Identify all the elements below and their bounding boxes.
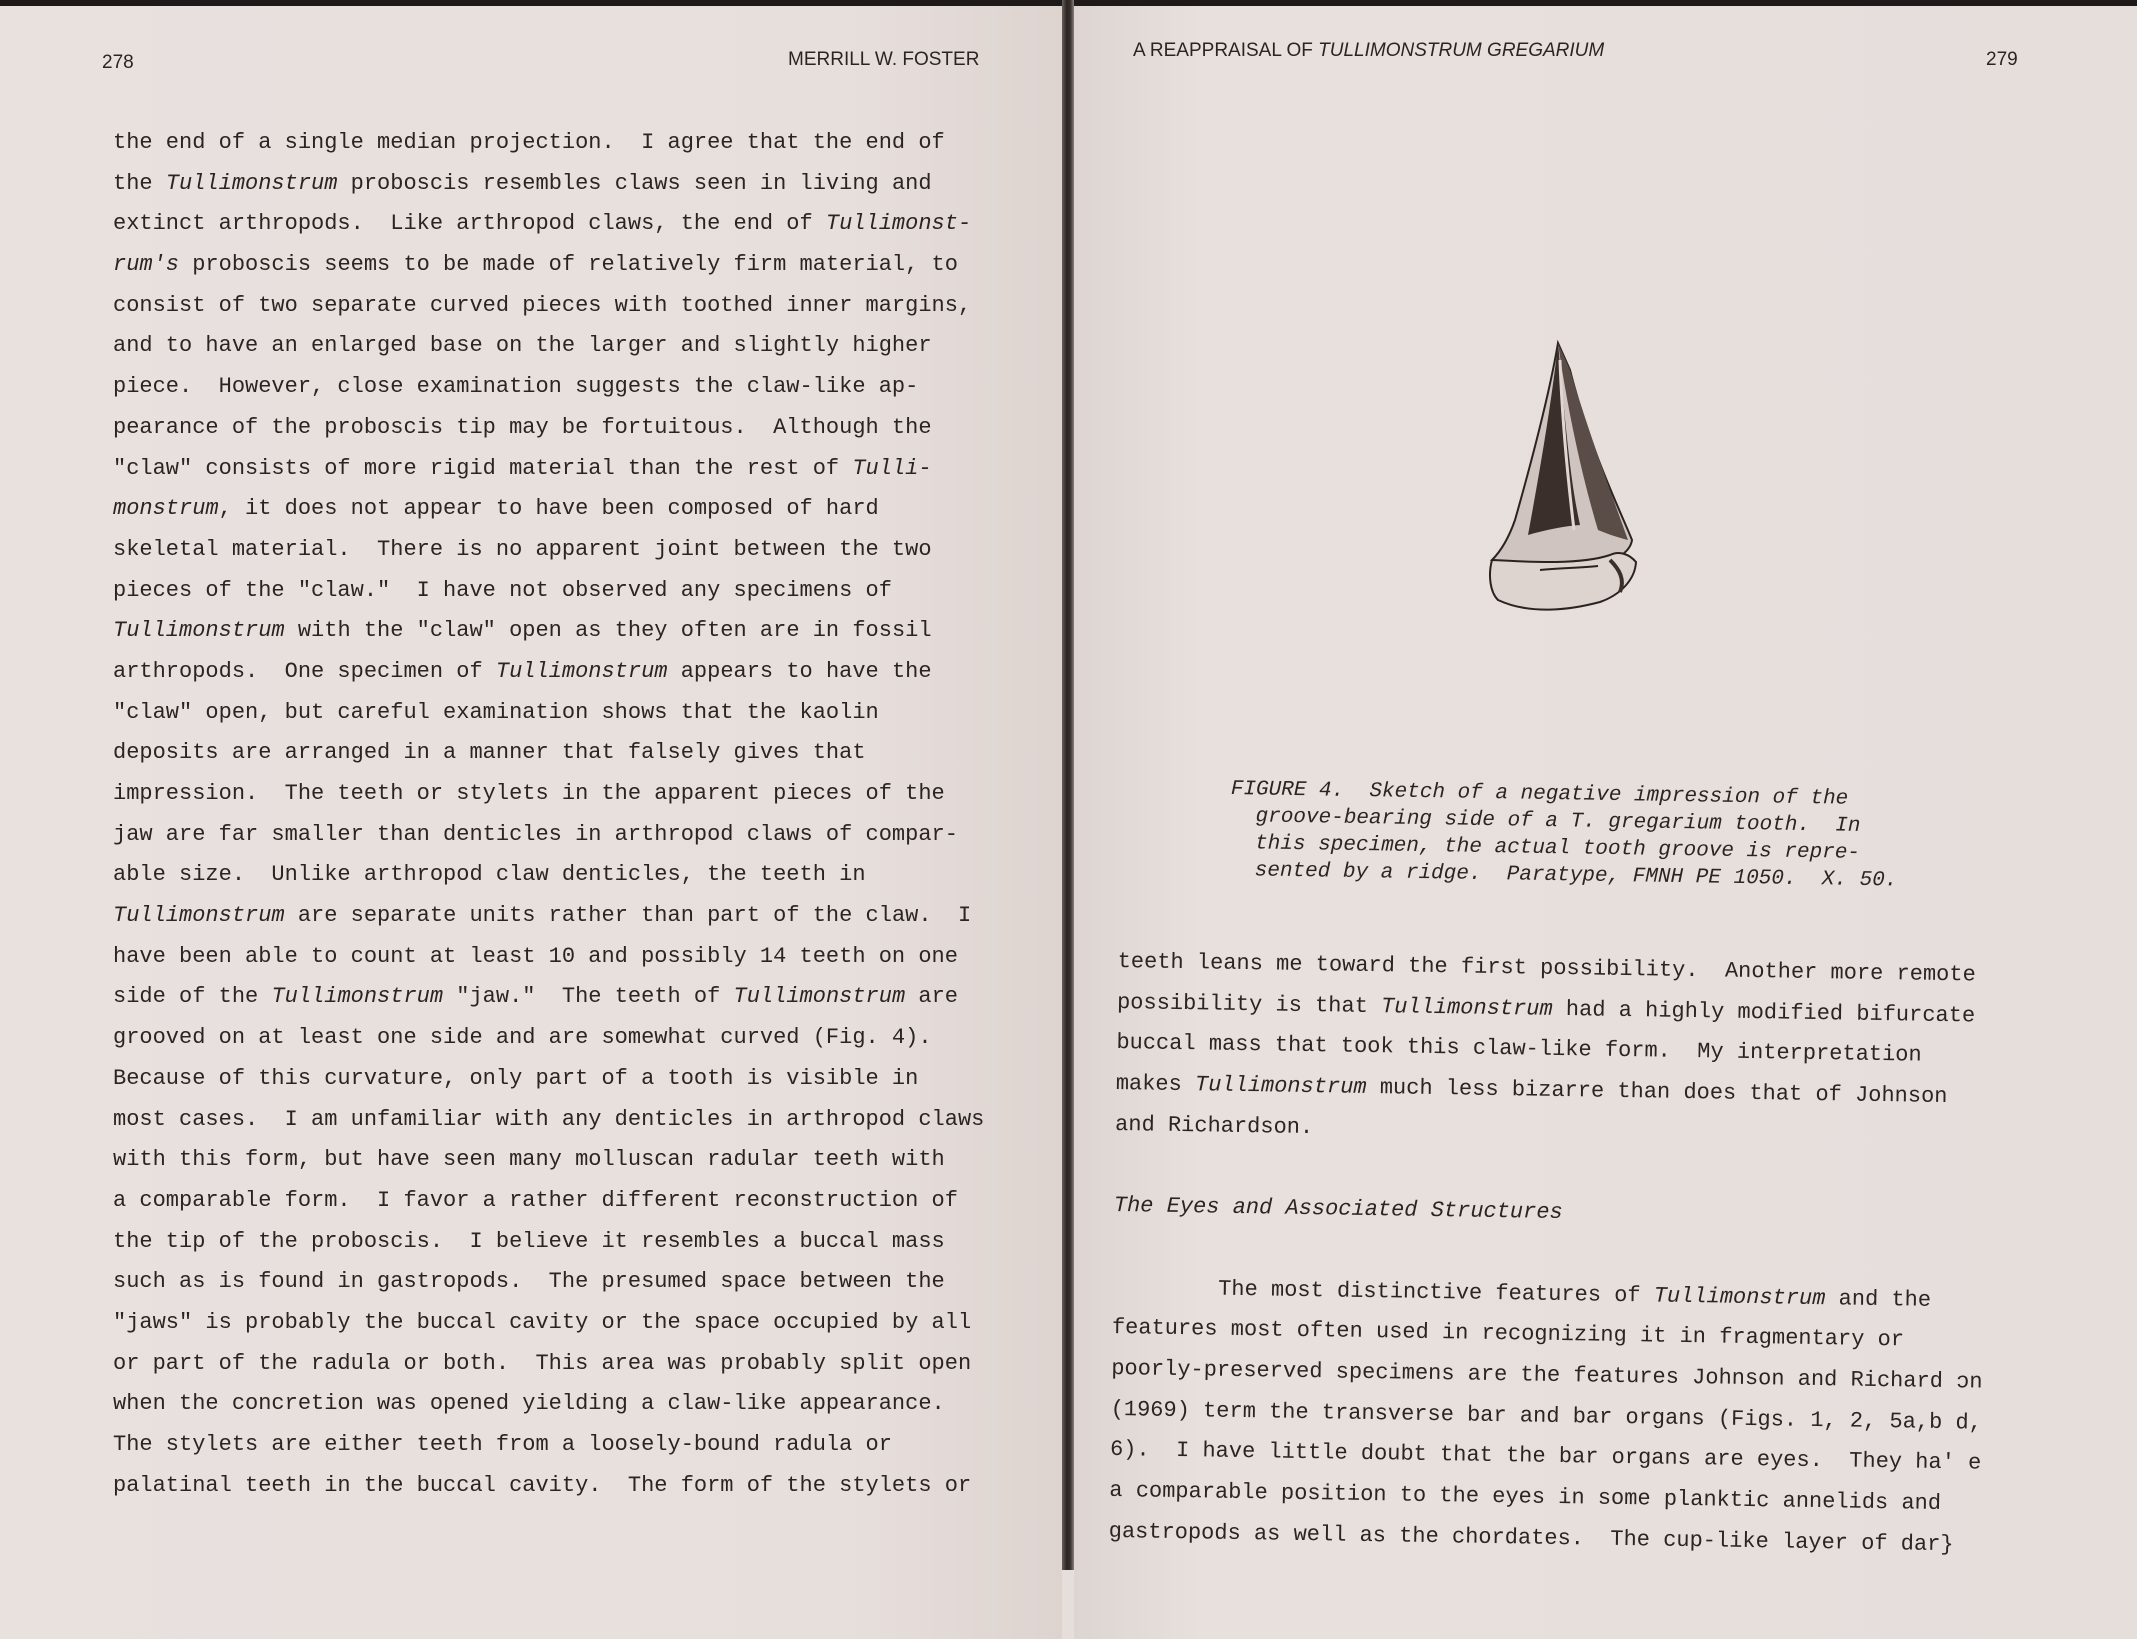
text-segment: had a highly modified bifurcate bbox=[1552, 996, 1976, 1029]
text-segment: poorly-preserved specimens are the features Johnson and Richard ɔn bbox=[1111, 1355, 1983, 1395]
text-line bbox=[113, 611, 984, 652]
text-segment: such as is found in gastropods. The presumed space between the bbox=[113, 1269, 945, 1295]
text-segment: buccal mass that took this claw-like form. My interpretation bbox=[1116, 1030, 1922, 1069]
text-segment: piece. However, close examination suggests the claw-like ap- bbox=[113, 374, 919, 400]
text-segment: proboscis resembles claws seen in living and bbox=[337, 170, 932, 196]
text-line bbox=[113, 733, 984, 774]
text-segment: the end of a single median projection. I agree that the end of bbox=[113, 130, 945, 155]
italic-text: Tullimonstrum bbox=[495, 658, 668, 684]
text-segment: or part of the radula or both. This area was probably split open bbox=[113, 1350, 972, 1376]
text-line bbox=[113, 408, 984, 449]
italic-text: Tullimonstrum bbox=[1380, 993, 1553, 1022]
text-segment: The most distinctive features of bbox=[1112, 1274, 1655, 1308]
text-line bbox=[113, 489, 984, 530]
text-line bbox=[113, 652, 984, 693]
italic-text: The Eyes and Associated Structures bbox=[1113, 1193, 1563, 1226]
text-segment: consist of two separate curved pieces with toothed inner margins, bbox=[113, 292, 972, 318]
text-segment: with this form, but have seen many molluscan radular teeth with bbox=[113, 1147, 945, 1173]
running-head-prefix: A REAPPRAISAL OF bbox=[1133, 40, 1319, 61]
text-segment: groove-bearing side of a T. gregarium tooth. In bbox=[1230, 804, 1861, 838]
text-line bbox=[113, 449, 984, 490]
text-segment: deposits are arranged in a manner that falsely gives that bbox=[113, 740, 866, 766]
text-segment: side of the bbox=[113, 984, 272, 1010]
text-segment: features most often used in recognizing it in fragmentary or bbox=[1111, 1315, 1905, 1353]
text-segment: this specimen, the actual tooth groove is repre- bbox=[1229, 831, 1861, 865]
text-segment: Because of this curvature, only part of a tooth is visible in bbox=[113, 1065, 919, 1091]
running-head-right bbox=[1133, 40, 1604, 62]
text-line bbox=[113, 1059, 984, 1100]
text-line bbox=[113, 1466, 984, 1507]
italic-text: Tulli- bbox=[852, 455, 932, 481]
text-segment: the bbox=[113, 170, 166, 196]
italic-text: Tullimonst- bbox=[825, 211, 972, 237]
text-line bbox=[113, 1384, 984, 1425]
text-line bbox=[113, 286, 984, 327]
figure-caption bbox=[1229, 776, 1899, 894]
italic-text: Tullimonstrum bbox=[165, 170, 338, 196]
text-segment: palatinal teeth in the buccal cavity. The form of the stylets or bbox=[113, 1472, 972, 1498]
text-line bbox=[113, 1181, 984, 1222]
text-segment: a comparable form. I favor a rather different reconstruction of bbox=[113, 1187, 958, 1213]
text-segment: makes bbox=[1115, 1071, 1196, 1098]
text-segment: FIGURE 4. Sketch of a negative impression of the bbox=[1230, 777, 1849, 811]
text-segment: possibility is that bbox=[1116, 989, 1382, 1019]
text-segment: , it does not appear to have been composed of hard bbox=[218, 496, 879, 522]
text-line bbox=[113, 1140, 984, 1181]
page-number-right: 279 bbox=[1986, 49, 2018, 70]
text-segment: proboscis seems to be made of relatively firm material, to bbox=[179, 252, 958, 278]
text-segment: arthropods. One specimen of bbox=[113, 658, 496, 684]
text-segment: with the "claw" open as they often are in fossil bbox=[284, 618, 932, 644]
text-line bbox=[113, 1222, 984, 1263]
text-segment: "claw" consists of more rigid material than the rest of bbox=[113, 455, 853, 481]
running-head-left: MERRILL W. FOSTER bbox=[788, 49, 980, 70]
text-line bbox=[113, 1425, 984, 1466]
text-line bbox=[113, 204, 984, 245]
italic-text: Tullimonstrum bbox=[271, 984, 444, 1010]
text-line bbox=[113, 123, 984, 164]
text-segment: jaw are far smaller than denticles in arthropod claws of compar- bbox=[113, 821, 958, 847]
text-segment: teeth leans me toward the first possibility. Another more remote bbox=[1117, 948, 1976, 988]
text-segment: appears to have the bbox=[667, 658, 932, 684]
text-segment: pearance of the proboscis tip may be fortuitous. Although the bbox=[113, 414, 932, 440]
text-line bbox=[113, 571, 984, 612]
text-segment: "claw" open, but careful examination shows that the kaolin bbox=[113, 699, 879, 725]
text-segment: grooved on at least one side and are somewhat curved (Fig. 4). bbox=[113, 1025, 932, 1051]
text-line bbox=[113, 1344, 984, 1385]
text-segment: are bbox=[905, 984, 958, 1010]
running-head-italic: TULLIMONSTRUM GREGARIUM bbox=[1318, 40, 1605, 61]
text-segment: "jaw." The teeth of bbox=[443, 984, 734, 1010]
text-segment: skeletal material. There is no apparent joint between the two bbox=[113, 536, 932, 562]
text-line bbox=[113, 977, 984, 1018]
text-line bbox=[113, 326, 984, 367]
italic-text: Tullimonstrum bbox=[733, 984, 906, 1010]
text-line bbox=[113, 693, 984, 734]
text-line bbox=[113, 1100, 984, 1141]
text-line bbox=[113, 530, 984, 571]
text-segment: impression. The teeth or stylets in the apparent pieces of the bbox=[113, 781, 945, 806]
text-segment: when the concretion was opened yielding a claw-like appearance. bbox=[113, 1391, 945, 1417]
text-line bbox=[113, 855, 984, 896]
text-segment: gastropods as well as the chordates. The cup-like layer of dar} bbox=[1108, 1518, 1954, 1557]
text-segment: extinct arthropods. Like arthropod claws, the end of bbox=[113, 211, 826, 237]
italic-text: Tullimonstrum bbox=[113, 618, 285, 644]
text-segment: and the bbox=[1825, 1285, 1932, 1313]
tooth-sketch-icon bbox=[1470, 330, 1650, 620]
italic-text: Tullimonstrum bbox=[1194, 1072, 1367, 1100]
left-body-text bbox=[113, 123, 984, 1506]
text-segment: the tip of the proboscis. I believe it resembles a buccal mass bbox=[113, 1228, 945, 1254]
text-line bbox=[113, 896, 984, 937]
page-number-left: 278 bbox=[102, 52, 134, 73]
text-segment: have been able to count at least 10 and possibly 14 teeth on one bbox=[113, 943, 958, 969]
text-segment: most cases. I am unfamiliar with any denticles in arthropod claws bbox=[113, 1106, 985, 1132]
text-segment: (1969) term the transverse bar and bar organs (Figs. 1, 2, 5a,b d, bbox=[1110, 1396, 1983, 1436]
text-line bbox=[113, 367, 984, 408]
italic-text: monstrum bbox=[113, 496, 219, 522]
italic-text: rum's bbox=[113, 252, 180, 278]
italic-text: Tullimonstrum bbox=[113, 903, 285, 929]
text-line bbox=[113, 774, 984, 815]
text-line bbox=[113, 815, 984, 856]
text-line bbox=[113, 164, 984, 205]
text-line bbox=[113, 1262, 984, 1303]
text-line bbox=[113, 1018, 984, 1059]
italic-text: Tullimonstrum bbox=[1653, 1282, 1826, 1311]
text-segment: 6). I have little doubt that the bar organs are eyes. They ha' e bbox=[1109, 1437, 1982, 1476]
book-spine bbox=[1062, 0, 1074, 1570]
text-line bbox=[113, 245, 984, 286]
text-segment: a comparable position to the eyes in some planktic annelids and bbox=[1109, 1477, 1942, 1516]
text-segment: pieces of the "claw." I have not observed any specimens of bbox=[113, 577, 892, 603]
text-line bbox=[113, 1303, 984, 1344]
text-segment: are separate units rather than part of the claw. I bbox=[284, 903, 972, 929]
text-segment: The stylets are either teeth from a loosely-bound radula or bbox=[113, 1432, 892, 1457]
text-segment: sented by a ridge. Paratype, FMNH PE 1050. X. 50. bbox=[1229, 858, 1898, 893]
text-segment: and Richardson. bbox=[1114, 1111, 1314, 1140]
text-segment: much less bizarre than does that of Johnson bbox=[1366, 1074, 1948, 1110]
text-segment: "jaws" is probably the buccal cavity or the space occupied by all bbox=[113, 1309, 972, 1335]
right-body-text bbox=[1108, 942, 1989, 1566]
text-line bbox=[113, 937, 984, 978]
text-segment: and to have an enlarged base on the larger and slightly higher bbox=[113, 333, 932, 359]
text-segment: able size. Unlike arthropod claw denticles, the teeth in bbox=[113, 862, 866, 888]
